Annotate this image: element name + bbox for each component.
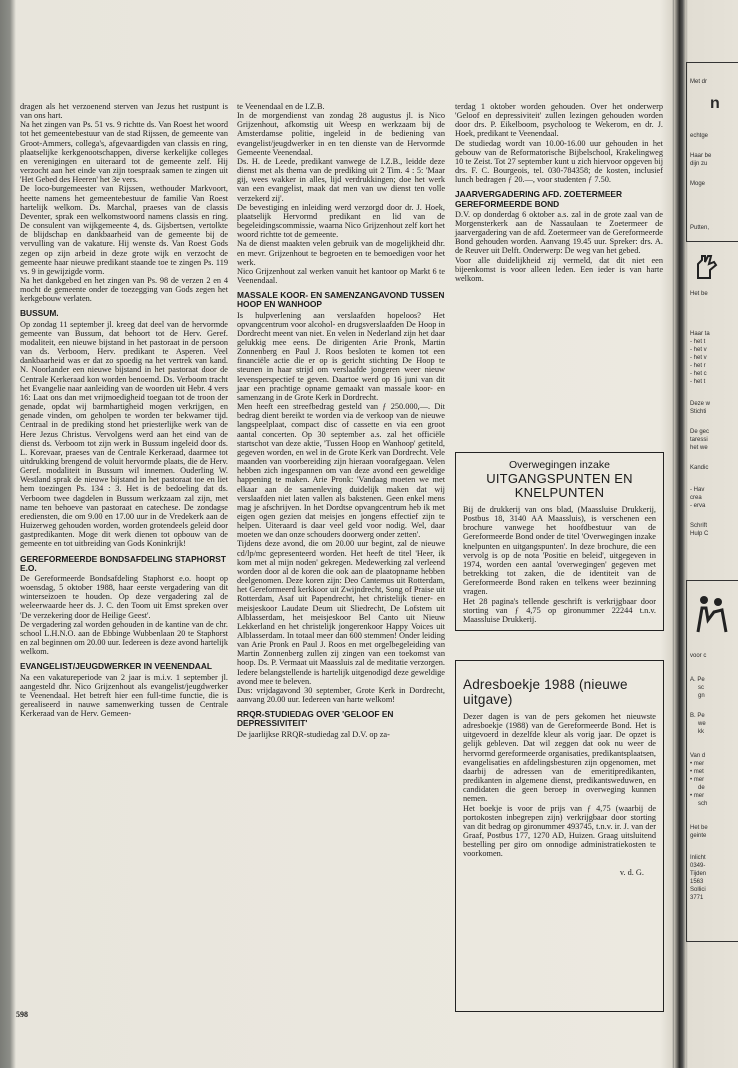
column-2: [237, 102, 445, 739]
paragraph: Na het dankgebed en het zingen van Ps. 98 de verzen 2 en 4 mocht de gemeente onder de toezegging van Gods zegen het kerkgebouw verlaten.: [20, 275, 228, 304]
paragraph: Bij de drukkerij van ons blad, (Maassluise Drukkerij, Postbus 18, 3140 AA Maassluis), is verschenen een brochure vanwege het hoofdbestuur van de Gereformeerde Bond onder de titel 'Overwegingen inzake knelpunten en uitgangspunten'. In deze brochure, die een vervolg is op de nota 'Positie en beleid', uitgegeven in 1974, worden een aantal 'overwegingen' gegeven met betrekking tot zaken, die de identiteit van de Gereformeerde Bond raken en telkens weer bezinning vragen.: [463, 505, 656, 597]
right-page-fragment: [686, 40, 738, 1040]
fragment-text: sc: [698, 685, 704, 691]
fragment-text: - het t: [690, 339, 706, 345]
paragraph: De loco-burgemeester van Rijssen, wethouder Markvoort, heette namens het gemeentebestuur de familie Van Roest hartelijk welkom. Ds. Marchal, praeses van de classis Deventer, sprak een welkomstwoord namens classis en ring. De consulent van wijkgemeente 4, ds. Gijsbertsen, vertolkte de blijdschap en dankbaarheid van de gemeente bij de vervulling van de vakature. Hij wenste ds. Van Roest Gods zegen op zijn arbeid in deze grote wijk en verzocht de gemeente haar nieuwe predikant staande toe te zingen Ps. 119 vs. 9 in gewijzigde vorm.: [20, 184, 228, 276]
fragment-text: • mer: [690, 793, 705, 799]
paragraph: De studiedag wordt van 10.00-16.00 uur gehouden in het gebouw van de Reformatorische Bijbelschool, Krakelingweg 10 te Zeist. Tot 27 september kunt u zich hiervoor opgeven bij drs. F. C. Bourgeois, tel. 030-784358; de kosten, inclusief lunch bedragen ƒ 20.—, voor studenten ƒ 7.50.: [455, 138, 663, 185]
fragment-text: de: [698, 785, 705, 791]
fragment-text: Hulp C: [690, 531, 709, 537]
fragment-text: Tijden: [690, 871, 707, 877]
paragraph: D.V. op donderdag 6 oktober a.s. zal in de grote zaal van de Morgensterkerk aan de Nassaulaan te Zoetermeer de jaarvergadering van de afd. Zoetermeer van de Gereformeerde Bond gehouden worden. Aanvang 19.45 uur. Spreker: drs. A. de Reuver uit Delft. Onderwerp: De weg van het gebed.: [455, 209, 663, 256]
page-gutter: [674, 0, 686, 1068]
fragment-text: echtge: [690, 133, 709, 139]
hands-logo-icon: [692, 248, 728, 284]
fragment-text: - het r: [690, 363, 706, 369]
fragment-text: het we: [690, 445, 708, 451]
fragment-text: De gec: [690, 429, 710, 435]
fragment-text: Het be: [690, 291, 708, 297]
box-body: [463, 505, 656, 624]
section-heading-evangelist: EVANGELIST/JEUGDWERKER IN VEENENDAAL: [20, 661, 213, 672]
fragment-text: Haar be: [690, 153, 712, 159]
fragment-text: B. Pe: [690, 713, 705, 719]
paragraph: Is hulpverlening aan verslaafden hopeloos? Het opvangcentrum voor alcohol- en drugsverslaafden De Hoop in Dordrecht meent van niet. En velen in Nederland zijn het daar gelukkig mee eens. De dirigenten Arie Pronk, Martin Zonnenberg en Paul J. Roos besloten te komen tot een financiële actie die er op is gericht stichting De Hoop te steunen in haar strijd om verslaafde jongeren weer nieuw levensperspectief te geven. Daartoe werd op 16 juni van dit jaar een prachtige opname gemaakt van massale koor- en samenzang in de Grote Kerk in Dordrecht.: [237, 310, 445, 402]
paragraph: De vergadering zal worden gehouden in de kantine van de chr. school L.H.N.O. aan de Ebbinge Wubbenlaan 20 te Staphorst en zal beginnen om 20.00 uur. Iedereen is deze avond hartelijk welkom.: [20, 619, 228, 657]
paragraph: Dezer dagen is van de pers gekomen het nieuwste adresboekje (1988) van de Gereformeerde Bond. Het is uitgevoerd in dezelfde kleur als vorig jaar. De opzet is gelijk gebleven. Dat wil zeggen dat ook nu weer de hervormd gereformeerde organisaties, predikantsplaatsen, evangelisaties en afdelingsbesturen zijn opgenomen, met daarbij de adressen van de emeritipredikanten, predikanten in algemene dienst, predikantsweduwen, en candidaten die geen beroep in overweging kunnen nemen.: [463, 712, 656, 804]
paragraph: Op zondag 11 september jl. kreeg dat deel van de hervormde gemeente van Bussum, dat behoort tot de Herv. Geref. modaliteit, een nieuwe bijstand in het pastoraat in de persoon van ds. Verboom, Herv. predikant te Asperen. Veel dankbaarheid was er dat zo spoedig na het vertrek van kand. N. Noorlander een nieuwe bijstand in het pastoraat door de Centrale Kerkeraad kon worden benoemd. Ds. Verboom tracht het Evangelie naar aanleiding van de woorden uit Hebr. 4 vers 16: Laat ons dan met vrijmoedigheid toegaan tot de troon der genade, opdat wij barmhartigheid mogen verkrijgen, en genade vinden, om geholpen te worden ter bekwamer tijd. Centraal in de prediking stond het priesterlijke werk van de Here Jezus Christus. Vervolgens werd aan het eind van de dienst ds. Verboom tot zijn werk in Bussum ingeleid door ds. L. Korevaar, praeses van de Centrale Kerkeraad, daarmee tot uitdrukking brengend de voluit hervormde plaats, die de Herv. Geref. modaliteit in Bussum wil innemen. Ouderling W. Westland sprak de nieuwe bijstand in het pastoraat toe en liet hem toezingen Ps. 134 : 3. Het is de bedoeling dat ds. Verboom twee dagdelen in Bussum werkzaam zal zijn, met name ten behoeve van pastoraat en catechese. De zondagse erediensten, die om 9.00 en 17.00 uur in de Vredekerk aan de Huizerweg gehouden worden, worden grotendeels geleid door gastpredikanten. Moge dit werk dienen tot opbouw van de gemeente en tot uitbreiding van Gods Koninkrijk!: [20, 319, 228, 549]
fragment-text: Stichti: [690, 409, 707, 415]
paragraph: Na het zingen van Ps. 51 vs. 9 richtte ds. Van Roest het woord tot het gemeentebestuur van de stad Rijssen, de gemeente van Groot-Ammers, collega's, afgevaardigden van classis en ring, plaatselijke kerkgenootschappen, diverse kerkelijke colleges en verenigingen en uiteraard tot de gemeente zelf. Hij verzocht aan het einde van zijn toespraak samen te zingen uit 'Het Gebed des Heeren' het 3e vers.: [20, 120, 228, 185]
paragraph: De jaarlijkse RRQR-studiedag zal D.V. op za-: [237, 729, 390, 739]
signature: v. d. G.: [619, 867, 644, 877]
left-page: [14, 40, 674, 1040]
paragraph: Het boekje is voor de prijs van ƒ 4,75 (waarbij de portokosten inbegrepen zijn) verkrijgbaar door storting van dit bedrag op gironummer 493745, t.n.v. ir. J. van der Graaf, Postbus 177, 1270 AD, Huizen. Graag uitsluitend bestelling per giro om onnodige administratiekosten te voorkomen.: [463, 803, 656, 859]
box-title: Adresboekje 1988 (nieuwe uitgave): [463, 677, 628, 707]
fragment-text: A. Pe: [690, 677, 705, 683]
paragraph: Dus: vrijdagavond 30 september, Grote Kerk in Dordrecht, aanvang 20.00 uur. Iedereen van harte welkom!: [237, 685, 445, 705]
column-1: [20, 102, 228, 718]
paragraph: Ds. H. de Leede, predikant vanwege de I.Z.B., leidde deze dienst met als thema van de prediking uit 2 Tim. 4 : 5: 'Maar gij, wees wakker in alles, lijd verdrukkingen; doe het werk van een evangelist, maak dat men van uw dienst ten volle verzekerd zij'.: [237, 156, 445, 203]
fragment-text: - het v: [690, 355, 707, 361]
section-heading-staphorst: GEREFORMEERDE BONDSAFDELING STAPHORST E.O.: [20, 553, 226, 573]
fragment-text: • met: [690, 769, 704, 775]
fragment-text: 3771: [690, 895, 704, 901]
paragraph: Na de dienst maakten velen gebruik van de mogelijkheid dhr. en mevr. Grijzenhout te begroeten en te bemoedigen voor het werk.: [237, 239, 445, 267]
fragment-text: geinte: [690, 833, 707, 839]
paragraph: Men heeft een streefbedrag gesteld van ƒ 250.000,—. Dit bedrag dient bereikt te worden via de verkoop van de nieuwe langspeelplaat, compact disc of cassette en via een groot aantal concerten. Op 30 september a.s. zal het officiële startschot van deze aktie, 'Tussen Hoop en Wanhoop' getiteld, gegeven worden, en wel in de Grote Kerk van Dordrecht. Vele maanden van voorbereiding zijn hieraan voorafgegaan. Velen hebben zich ingespannen om van deze avond een geweldige happening te maken. Arie Pronk: 'Vandaag moeten we met elkaar aan de samenleving duidelijk maken dat wij verslaafden niet laten vallen als bakstenen. Geen enkel mens mag je afschrijven. In het Dordtse opvangcentrum heb ik met eigen ogen gezien dat meisjes en jongens effectief zijn te helpen. Uiteraard is daar veel geld voor nodig. Wel, daar moeten we dan onze schouders doorwerg onder zetten'.: [237, 402, 445, 540]
fragment-text: voor c: [690, 653, 707, 659]
box-kicker: Overwegingen inzake: [509, 459, 610, 471]
fragment-text: Haar ta: [690, 331, 710, 337]
box-title: UITGANGSPUNTEN EN KNELPUNTEN: [486, 471, 633, 500]
paragraph: Na een vakatureperiode van 2 jaar is m.i.v. 1 september jl. aangesteld dhr. Nico Grijzenhout als evangelist/jeugdwerker te Veenendaal. Het betreft hier een full-time functie, die is gerealiseerd in nauwe samenwerking tussen de Centrale Kerkeraad van de Herv. Gemeen-: [20, 672, 228, 719]
fragment-text: taressi: [690, 437, 708, 443]
fragment-text: gn: [698, 693, 705, 699]
paragraph: De bevestiging en inleiding werd verzorgd door dr. J. Hoek, plaatselijk Hervormd predikant en lid van de begeleidingscommissie, waarna Nico Grijzenhout zelf kort het woord richtte tot de gemeente.: [237, 202, 445, 240]
paragraph: Nico Grijzenhout zal werken vanuit het kantoor op Markt 6 te Veenendaal.: [237, 266, 445, 285]
fragment-text: Het be: [690, 825, 708, 831]
fragment-text: - Hav: [690, 487, 705, 493]
fragment-text: Moge: [690, 181, 706, 187]
paragraph: dragen als het verzoenend sterven van Jezus het rustpunt is van ons hart.: [20, 102, 228, 121]
fragment-text: n: [710, 95, 720, 112]
fragment-text: Inlicht: [690, 855, 706, 861]
fragment-text: - het c: [690, 371, 707, 377]
fragment-text: Putten,: [690, 225, 710, 231]
fragment-text: sch: [698, 801, 708, 807]
section-heading-zoetermeer: JAARVERGADERING AFD. ZOETERMEER GEREFORMEERDE BOND: [455, 189, 623, 209]
fragment-text: dijn zu: [690, 161, 708, 167]
fragment-text: kk: [698, 729, 704, 735]
column-3: [455, 102, 663, 283]
section-heading-rrqr: RRQR-STUDIEDAG OVER 'GELOOF EN DEPRESSIVITEIT': [237, 709, 394, 729]
fragment-text: Kandic: [690, 465, 709, 471]
paragraph: De Gereformeerde Bondsafdeling Staphorst e.o. hoopt op woensdag, 5 oktober 1988, haar eerste vergadering van dit winterseizoen te houden. Op deze vergadering zal de weleerwaarde heer ds. J. C. den Toom uit Emst spreken over 'De verzekering door de Heilige Geest'.: [20, 573, 228, 620]
box-body: [463, 712, 656, 859]
fragment-text: crea: [690, 495, 702, 501]
paragraph: terdag 1 oktober worden gehouden. Over het onderwerp 'Geloof en depressiviteit' zullen lezingen gehouden worden door drs. P. Eikelboom, psycholoog te Wekerom, en dr. J. Hoek, predikant te Veenendaal.: [455, 102, 663, 139]
fragment-text: • mer: [690, 777, 705, 783]
paragraph: Voor alle duidelijkheid zij vermeld, dat dit niet een bijeenkomst is voor alleen leden. Een ieder is van harte welkom.: [455, 255, 663, 283]
paragraph: In de morgendienst van zondag 28 augustus jl. is Nico Grijzenhout, afkomstig uit Weesp en werkzaam bij de Amsterdamse politie, ingeleid in de bediening van evangelist/jeugdwerker in en ten dienste van de Hervormde Gemeente Veenendaal.: [237, 111, 445, 157]
fragment-text: Met dr: [690, 79, 708, 85]
section-heading-massale-zangavond: MASSALE KOOR- EN SAMENZANGAVOND TUSSEN HOOP EN WANHOOP: [237, 290, 445, 310]
fragment-text: - het t: [690, 379, 706, 385]
fragment-text: 1563: [690, 879, 704, 885]
notice-box-adresboekje: [455, 660, 664, 1012]
fragment-text: - erva: [690, 503, 706, 509]
fragment-text: 0349-: [690, 863, 706, 869]
fragment-text: - het v: [690, 347, 707, 353]
fragment-text: Van d: [690, 753, 706, 759]
fragment-text: we: [698, 721, 706, 727]
fragment-text: Sollici: [690, 887, 706, 893]
fragment-text: Schrift: [690, 523, 708, 529]
notice-box-brochure: [455, 452, 664, 631]
section-heading-bussum: BUSSUM.: [20, 308, 59, 319]
page-number: 598: [16, 1010, 28, 1019]
people-logo-icon: [692, 592, 732, 636]
paragraph: Tijdens deze avond, die om 20.00 uur begint, zal de nieuwe cd/lp/mc gepresenteerd worden. Het heeft de titel 'Heer, ik kom met al mijn noden' gekregen. Medewerking zal verleend worden door al de koren die ook aan de plaatopname hebben deelgenomen. Deze koren zijn: Deo Cantemus uit Rotterdam, het Gereformeerd kerkkoor uit Zwijndrecht, Song of Praise uit Rotterdam, Asaf uit Papendrecht, het christelijk tiener- en meisjeskoor Laudate Deum uit Sliedrecht, De Lofstem uit Alblasserdam, het meisjeskoor Bel Canto uit Nieuw Lekkerland en het christelijk jongerenkoor Happy Voices uit Alblasserdam. In totaal meer dan 600 stemmen! Onder leiding van Arie Pronk en Paul J. Roos en met orgelbegeleiding van Martin Zonnenberg zullen zij zingen van een toekomst van hoop. Ds. P. Vermaat uit Maassluis zal de meditatie verzorgen. Iedere belangstellende is hartelijk uitgenodigd deze geweldige avond mee te beleven.: [237, 539, 445, 686]
fragment-text: Deze w: [690, 401, 711, 407]
paragraph: Het 28 pagina's tellende geschrift is verkrijgbaar door storting van ƒ 4,75 op gironummer 22244 t.n.v. Maassluise Drukkerij.: [463, 596, 656, 624]
fragment-text: • mer: [690, 761, 705, 767]
paragraph: te Veenendaal en de I.Z.B.: [237, 102, 325, 111]
